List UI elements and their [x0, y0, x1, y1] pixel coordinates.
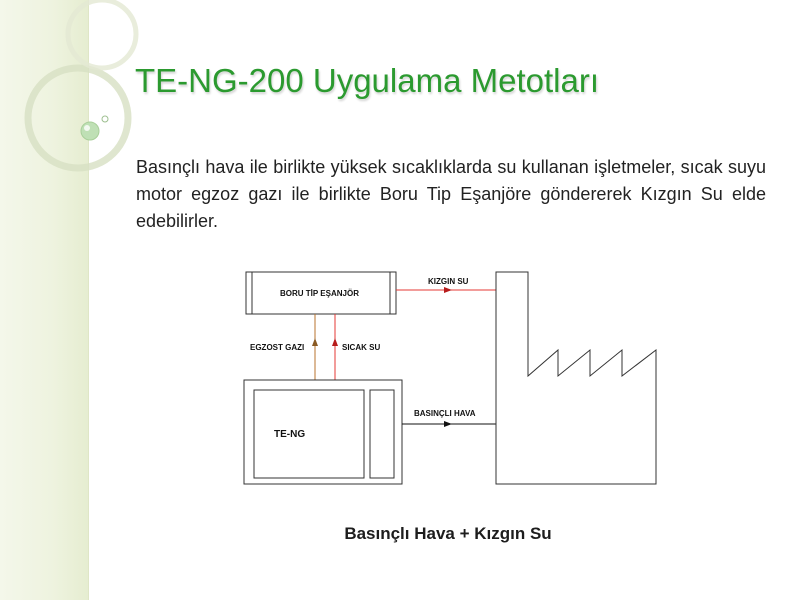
exhaust-gas-arrow	[312, 338, 318, 346]
hot-water-in-arrow	[332, 338, 338, 346]
diagram-caption: Basınçlı Hava + Kızgın Su	[344, 524, 552, 543]
slide-body-text: Basınçlı hava ile birlikte yüksek sıcaklıklarda su kullanan işletmeler, sıcak suyu motor egzoz gazı ile birlikte Boru Tip Eşanjöre göndererek Kızgın Su elde edebilirler.	[136, 157, 766, 231]
slide-title: TE-NG-200 Uygulama Metotları	[135, 62, 599, 99]
heat-exchanger-label: BORU TİP EŞANJÖR	[280, 289, 359, 298]
decorative-rings	[0, 0, 150, 200]
te-ng-unit	[244, 380, 402, 484]
compressed-air-arrow	[444, 421, 452, 427]
heat-exchanger	[246, 272, 396, 314]
factory-building	[496, 272, 656, 484]
system-diagram	[238, 258, 662, 490]
unit-label: TE-NG	[274, 429, 306, 440]
compressed-air-label: BASINÇLI HAVA	[414, 409, 476, 418]
exhaust-gas-label: EGZOST GAZI	[250, 343, 305, 352]
hot-water-out-label: KIZGIN SU	[428, 277, 469, 286]
hot-water-in-label: SICAK SU	[342, 343, 381, 352]
hot-water-out-arrow	[444, 287, 452, 293]
